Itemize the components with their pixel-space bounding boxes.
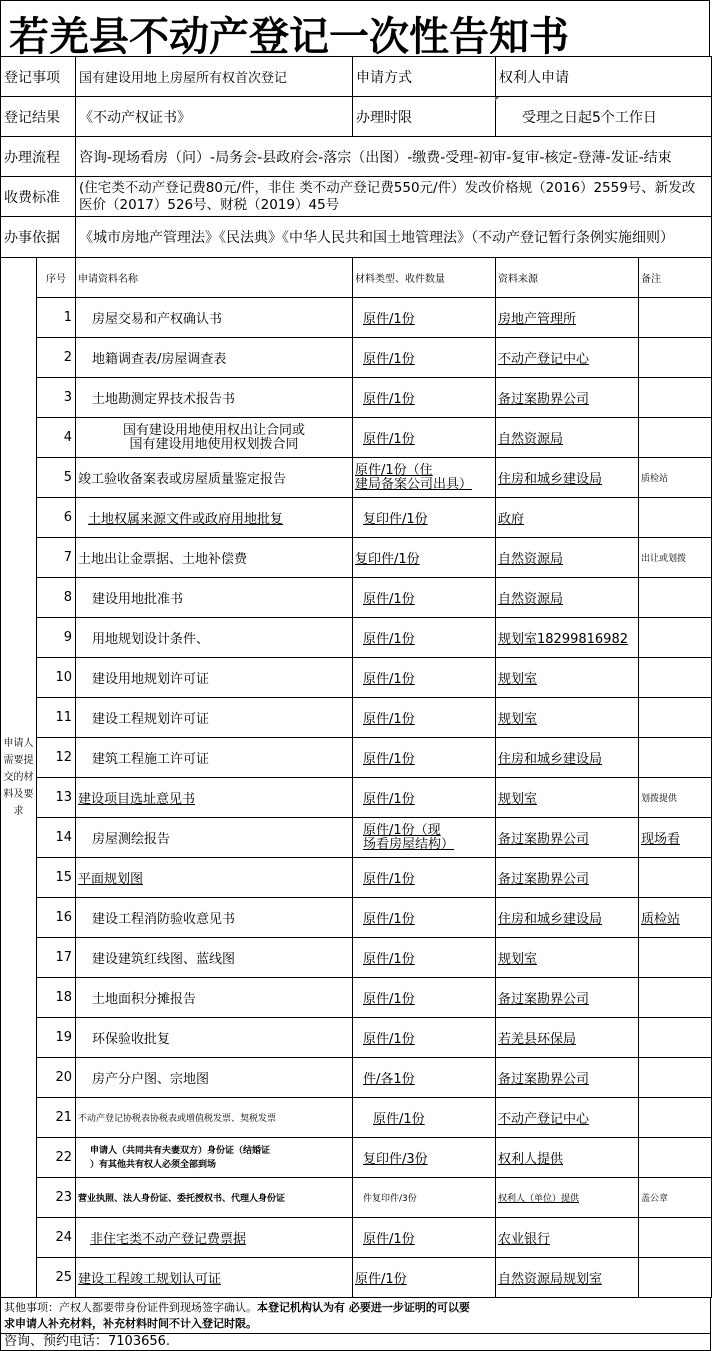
cell-note	[639, 1218, 712, 1258]
other-notes-prefix: 其他事项：产权人都要带身份证件到现场签字确认。	[4, 1301, 257, 1314]
fee-label: 收费标准	[1, 177, 76, 217]
cell-source: 不动产登记中心	[496, 1098, 639, 1138]
cell-name: 竣工验收备案表或房屋质量鉴定报告	[76, 458, 353, 498]
other-notes	[0, 1297, 711, 1334]
cell-type: 复印件/1份	[353, 538, 496, 578]
cell-source: 规划室	[496, 658, 639, 698]
cell-name: 平面规划图	[76, 858, 353, 898]
cell-type: 原件/1份	[353, 298, 496, 338]
cell-source: 住房和城乡建设局	[496, 458, 639, 498]
table-row	[1, 298, 712, 338]
cell-note: 出让或划拨	[639, 538, 712, 578]
cell-note	[639, 698, 712, 738]
process-value: 咨询-现场看房（问）-局务会-县政府会-落宗（出图）-缴费-受理-初审-复审-核定-登薄-发证-结束	[76, 137, 712, 177]
cell-source: 规划室	[496, 938, 639, 978]
col-header-source: 资料来源	[496, 258, 639, 298]
table-row	[1, 1178, 712, 1218]
cell-no: 20	[37, 1058, 76, 1098]
table-row	[1, 818, 712, 858]
cell-name: 国有建设用地使用权出让合同或 国有建设用地使用权划拨合同	[76, 418, 353, 458]
table-row	[1, 338, 712, 378]
cell-no: 21	[37, 1098, 76, 1138]
cell-source: 规划室	[496, 698, 639, 738]
table-row	[1, 1138, 712, 1178]
cell-no: 2	[37, 338, 76, 378]
cell-name: 建设工程竣工规划认可证	[76, 1258, 353, 1298]
cell-note	[639, 1138, 712, 1178]
cell-type: 复印件/3份	[353, 1138, 496, 1178]
cell-type: 原件/1份	[353, 618, 496, 658]
fee-line-2: 医价（2017）526号、财税（2019）45号	[79, 196, 340, 213]
cell-name: 建设项目选址意见书	[76, 778, 353, 818]
cell-type: 原件/1份	[353, 978, 496, 1018]
cell-note	[639, 298, 712, 338]
table-row	[1, 538, 712, 578]
cell-no: 9	[37, 618, 76, 658]
cell-name: 土地出让金票据、土地补偿费	[76, 538, 353, 578]
title-box	[0, 0, 710, 60]
table-row	[1, 618, 712, 658]
table-row	[1, 1218, 712, 1258]
cell-type: 原件/1份（住 建局备案公司出具）	[353, 458, 496, 498]
process-label: 办理流程	[1, 137, 76, 177]
cell-type: 原件/1份（现 场看房屋结构）	[353, 818, 496, 858]
cell-source: 住房和城乡建设局	[496, 898, 639, 938]
table-row	[1, 418, 712, 458]
table-row	[1, 578, 712, 618]
cell-note	[639, 858, 712, 898]
cell-name: 建设工程消防验收意见书	[76, 898, 353, 938]
cell-type: 原件/1份	[353, 858, 496, 898]
apply-method-label: 申请方式	[353, 57, 496, 97]
other-notes-bold-2: 求申请人补充材料，补充材料时间不计入登记时限。	[4, 1317, 257, 1330]
cell-no: 22	[37, 1138, 76, 1178]
cell-type: 原件/1份	[353, 1098, 496, 1138]
cell-source: 自然资源局	[496, 578, 639, 618]
cell-name: 申请人（共同共有夫妻双方）身份证（结婚证 ）有其他共有权人必须全部到场	[76, 1138, 353, 1178]
cell-type: 原件/1份	[353, 698, 496, 738]
cell-source: 备过案勘界公司	[496, 378, 639, 418]
cell-type: 原件/1份	[353, 658, 496, 698]
cell-source: 备过案勘界公司	[496, 858, 639, 898]
table-row	[1, 498, 712, 538]
cell-name: 房产分户图、宗地图	[76, 1058, 353, 1098]
table-row	[1, 378, 712, 418]
cell-note: 质检站	[639, 898, 712, 938]
result-value: 《不动产权证书》	[76, 97, 353, 137]
cell-type: 复印件/1份	[353, 498, 496, 538]
cell-note: 现场看	[639, 818, 712, 858]
cell-name: 房屋测绘报告	[76, 818, 353, 858]
cell-no: 14	[37, 818, 76, 858]
cell-name: 房屋交易和产权确认书	[76, 298, 353, 338]
cell-note	[639, 618, 712, 658]
cell-source: 政府	[496, 498, 639, 538]
cell-source: 农业银行	[496, 1218, 639, 1258]
cell-source: 自然资源局	[496, 538, 639, 578]
fee-line-1: (住宅类不动产登记费80元/件，非住 类不动产登记费550元/件）发改价格规（2016）2559号、新发改	[79, 179, 696, 196]
table-row	[1, 1018, 712, 1058]
cell-note	[639, 1258, 712, 1298]
cell-note	[639, 338, 712, 378]
cell-no: 24	[37, 1218, 76, 1258]
col-header-type: 材料类型、收件数量	[353, 258, 496, 298]
cell-no: 19	[37, 1018, 76, 1058]
other-notes-bold-1: 本登记机构认为有 必要进一步证明的可以要	[257, 1301, 470, 1314]
table-row	[1, 1098, 712, 1138]
apply-method-value: 权利人申请	[496, 57, 712, 97]
cell-no: 25	[37, 1258, 76, 1298]
basis-value: 《城市房地产管理法》《民法典》《中华人民共和国土地管理法》（不动产登记暂行条例实施细则）	[76, 217, 712, 258]
cell-note	[639, 378, 712, 418]
cell-type: 原件/1份	[353, 898, 496, 938]
cell-name: 用地规划设计条件、	[76, 618, 353, 658]
cell-no: 8	[37, 578, 76, 618]
table-row	[1, 778, 712, 818]
cell-type: 件复印件/3份	[353, 1178, 496, 1218]
time-limit-label: 办理时限	[353, 97, 496, 137]
cell-name: 土地面积分摊报告	[76, 978, 353, 1018]
table-row	[1, 658, 712, 698]
cell-source: 自然资源局	[496, 418, 639, 458]
cell-source: 不动产登记中心	[496, 338, 639, 378]
cell-note: 盖公章	[639, 1178, 712, 1218]
cell-name: 非住宅类不动产登记费票据	[76, 1218, 353, 1258]
cell-name: 土地勘测定界技术报告书	[76, 378, 353, 418]
cell-name: 建设建筑红线图、蓝线图	[76, 938, 353, 978]
cell-type: 原件/1份	[353, 378, 496, 418]
cell-name: 建设用地规划许可证	[76, 658, 353, 698]
info-table	[0, 56, 712, 258]
cell-type: 原件/1份	[353, 1218, 496, 1258]
cell-note	[639, 1018, 712, 1058]
basis-label: 办事依据	[1, 217, 76, 258]
col-header-note: 备注	[639, 258, 712, 298]
cell-no: 23	[37, 1178, 76, 1218]
side-label: 申请人需要提交的材料及要求	[1, 258, 37, 1298]
table-row	[1, 1258, 712, 1298]
cell-no: 11	[37, 698, 76, 738]
table-row	[1, 898, 712, 938]
materials-table	[0, 257, 712, 1298]
result-label: 登记结果	[1, 97, 76, 137]
cell-type: 原件/1份	[353, 1018, 496, 1058]
cell-type: 件/各1份	[353, 1058, 496, 1098]
table-row	[1, 698, 712, 738]
time-limit-value: 受理之日起5个工作日	[496, 97, 712, 137]
cell-source: 住房和城乡建设局	[496, 738, 639, 778]
cell-name: 建筑工程施工许可证	[76, 738, 353, 778]
cell-name: 营业执照、法人身份证、委托授权书、代理人身份证	[76, 1178, 353, 1218]
cell-no: 3	[37, 378, 76, 418]
cell-note	[639, 498, 712, 538]
cell-type: 原件/1份	[353, 338, 496, 378]
cell-source: 权利人（单位）提供	[496, 1178, 639, 1218]
cell-name: 土地权属来源文件或政府用地批复	[76, 498, 353, 538]
cell-type: 原件/1份	[353, 778, 496, 818]
contact-phone: 咨询、预约电话：7103656.	[0, 1333, 711, 1351]
cell-no: 16	[37, 898, 76, 938]
col-header-no: 序号	[37, 258, 76, 298]
cell-type: 原件/1份	[353, 938, 496, 978]
cell-no: 17	[37, 938, 76, 978]
table-header-row	[1, 258, 712, 298]
cell-note	[639, 578, 712, 618]
cell-note	[639, 1098, 712, 1138]
cell-source: 备过案勘界公司	[496, 1058, 639, 1098]
cell-source: 规划室	[496, 778, 639, 818]
cell-note	[639, 738, 712, 778]
cell-no: 6	[37, 498, 76, 538]
table-row	[1, 458, 712, 498]
reg-item-value: 国有建设用地上房屋所有权首次登记	[76, 57, 353, 97]
cell-note	[639, 418, 712, 458]
cell-note	[639, 1058, 712, 1098]
cell-no: 13	[37, 778, 76, 818]
cell-type: 原件/1份	[353, 1258, 496, 1298]
table-row	[1, 1058, 712, 1098]
col-header-name: 申请资料名称	[76, 258, 353, 298]
cell-type: 原件/1份	[353, 578, 496, 618]
cell-type: 原件/1份	[353, 418, 496, 458]
cell-no: 10	[37, 658, 76, 698]
page-title: 若羌县不动产登记一次性告知书	[9, 13, 569, 60]
cell-no: 15	[37, 858, 76, 898]
cell-name: 建设工程规划许可证	[76, 698, 353, 738]
cell-source: 备过案勘界公司	[496, 818, 639, 858]
cell-note: 质检站	[639, 458, 712, 498]
cell-no: 7	[37, 538, 76, 578]
cell-name: 不动产登记协税表协税表或增值税发票、契税发票	[76, 1098, 353, 1138]
cell-no: 12	[37, 738, 76, 778]
table-row	[1, 978, 712, 1018]
cell-name: 环保验收批复	[76, 1018, 353, 1058]
cell-source: 若羌县环保局	[496, 1018, 639, 1058]
cell-source: 备过案勘界公司	[496, 978, 639, 1018]
cell-name: 地籍调查表/房屋调查表	[76, 338, 353, 378]
cell-no: 4	[37, 418, 76, 458]
table-row	[1, 938, 712, 978]
cell-no: 1	[37, 298, 76, 338]
cell-name: 建设用地批准书	[76, 578, 353, 618]
cell-source: 房地产管理所	[496, 298, 639, 338]
cell-type: 原件/1份	[353, 738, 496, 778]
cell-source: 规划室18299816982	[496, 618, 639, 658]
cell-note: 划拨提供	[639, 778, 712, 818]
reg-item-label: 登记事项	[1, 57, 76, 97]
cell-source: 权利人提供	[496, 1138, 639, 1178]
cell-no: 18	[37, 978, 76, 1018]
cell-note	[639, 978, 712, 1018]
cell-note	[639, 938, 712, 978]
table-row	[1, 858, 712, 898]
cell-source: 自然资源局规划室	[496, 1258, 639, 1298]
cell-no: 5	[37, 458, 76, 498]
table-row	[1, 738, 712, 778]
comment-marker-icon	[495, 97, 499, 101]
cell-note	[639, 658, 712, 698]
